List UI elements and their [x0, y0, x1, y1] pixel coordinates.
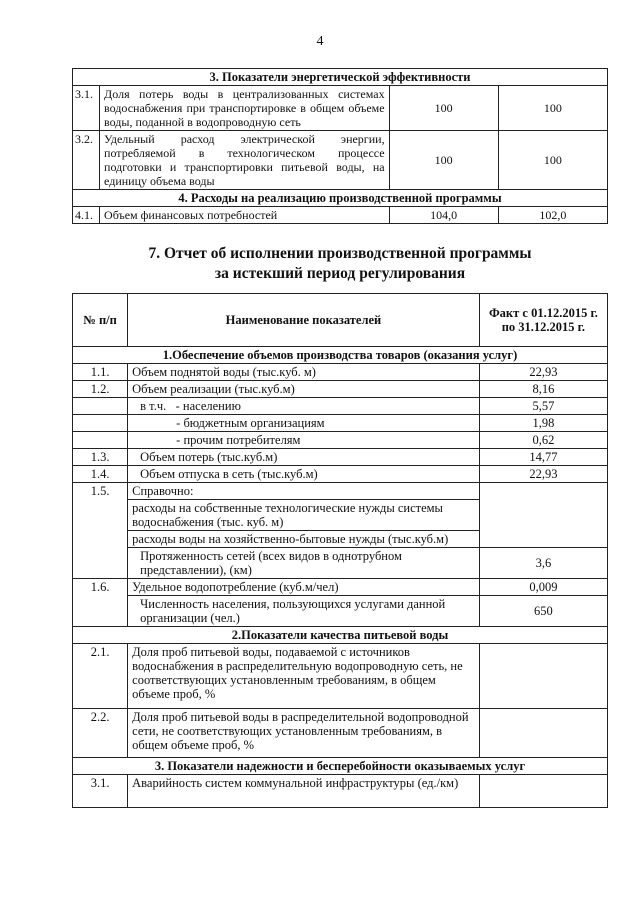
table-row [73, 131, 608, 190]
table-row [73, 190, 608, 207]
row-value-2: 100 [498, 86, 607, 131]
table-row [73, 415, 608, 432]
table-row [73, 347, 608, 364]
row-name: расходы воды на хозяйственно-бытовые нужды (тыс.куб.м) [128, 531, 480, 548]
row-name: Объем отпуска в сеть (тыс.куб.м) [128, 466, 480, 483]
row-name: Протяженность сетей (всех видов в однотрубном представлении), (км) [128, 548, 480, 579]
row-value [479, 775, 607, 808]
row-name: Аварийность систем коммунальной инфраструктуры (ед./км) [128, 775, 480, 808]
row-value [479, 483, 607, 548]
row-name: расходы на собственные технологические нужды системы водоснабжения (тыс. куб. м) [128, 500, 480, 531]
row-subname: - населению [175, 399, 241, 413]
row-value: 8,16 [479, 381, 607, 398]
row-name: Удельное водопотребление (куб.м/чел) [128, 579, 480, 596]
table-row [73, 644, 608, 709]
table-row [73, 381, 608, 398]
table-header-row [73, 294, 608, 347]
row-value-2: 102,0 [498, 207, 607, 224]
table-row [73, 483, 608, 500]
table-row [73, 758, 608, 775]
row-name: Численность населения, пользующихся услугами данной организации (чел.) [128, 596, 480, 627]
table-row [73, 432, 608, 449]
row-name: Доля проб питьевой воды, подаваемой с источников водоснабжения в распределительную водопроводную сеть, не соответствующих установленным требованиям, в общем объеме проб, % [128, 644, 480, 709]
section-3-heading: 3. Показатели энергетической эффективности [73, 69, 608, 86]
row-value-1: 104,0 [389, 207, 498, 224]
row-value [479, 644, 607, 709]
row-name: Доля проб питьевой воды в распределительной водопроводной сети, не соответствующих установленным требованиям, в общем объеме проб, % [128, 709, 480, 758]
table-row [73, 596, 608, 627]
row-value-1: 100 [389, 86, 498, 131]
row-name: Объем потерь (тыс.куб.м) [128, 449, 480, 466]
row-value: 0,009 [479, 579, 607, 596]
row-number: 3.1. [73, 86, 100, 131]
table-row [73, 627, 608, 644]
row-name: Справочно: [128, 483, 480, 500]
section-4-heading: 4. Расходы на реализацию производственной программы [73, 190, 608, 207]
row-prefix: в т.ч. [140, 399, 167, 413]
header-name: Наименование показателей [128, 294, 480, 347]
row-text: Объем финансовых потребностей [100, 207, 390, 224]
row-number: 1.3. [73, 449, 128, 466]
table-row [73, 364, 608, 381]
row-value: 3,6 [479, 548, 607, 579]
row-value: 14,77 [479, 449, 607, 466]
report-table [72, 293, 608, 808]
table-row [73, 709, 608, 758]
table-row [73, 449, 608, 466]
table-row [73, 579, 608, 596]
row-number: 4.1. [73, 207, 100, 224]
header-num: № п/п [73, 294, 128, 347]
report-title [70, 244, 610, 284]
section-3-heading: 3. Показатели надежности и бесперебойности оказываемых услуг [73, 758, 608, 775]
row-number: 2.2. [73, 709, 128, 758]
table-row [73, 548, 608, 579]
row-number: 3.2. [73, 131, 100, 190]
row-value-1: 100 [389, 131, 498, 190]
report-title-line-1: 7. Отчет об исполнении производственной программы [148, 245, 532, 262]
row-value: 0,62 [479, 432, 607, 449]
section-2-heading: 2.Показатели качества питьевой воды [73, 627, 608, 644]
row-text: Удельный расход электрической энергии, потребляемой в технологическом процессе подготовки и транспортировки питьевой воды, на единицу объема воды [100, 131, 390, 190]
row-number: 1.4. [73, 466, 128, 483]
table-row [73, 466, 608, 483]
row-text: Доля потерь воды в централизованных системах водоснабжения при транспортировке в общем объеме воды, поданной в водопроводную сеть [100, 86, 390, 131]
energy-efficiency-table [72, 68, 608, 224]
table-row [73, 86, 608, 131]
row-value-2: 100 [498, 131, 607, 190]
row-value: 22,93 [479, 364, 607, 381]
row-number: 1.1. [73, 364, 128, 381]
row-number: 1.2. [73, 381, 128, 398]
table-row [73, 775, 608, 808]
row-number: 1.5. [73, 483, 128, 579]
row-name: Объем поднятой воды (тыс.куб. м) [128, 364, 480, 381]
row-name: Объем реализации (тыс.куб.м) [128, 381, 480, 398]
row-number: 3.1. [73, 775, 128, 808]
table-row [73, 207, 608, 224]
row-value: 22,93 [479, 466, 607, 483]
header-fact: Факт с 01.12.2015 г. по 31.12.2015 г. [479, 294, 607, 347]
row-value: 1,98 [479, 415, 607, 432]
row-number: 1.6. [73, 579, 128, 627]
row-name: - прочим потребителям [128, 432, 480, 449]
row-number: 2.1. [73, 644, 128, 709]
page-number: 4 [316, 34, 324, 49]
row-name [128, 398, 480, 415]
report-title-line-2: за истекший период регулирования [214, 265, 466, 282]
table-row [73, 69, 608, 86]
row-name: - бюджетным организациям [128, 415, 480, 432]
row-value [479, 709, 607, 758]
row-value: 650 [479, 596, 607, 627]
row-value: 5,57 [479, 398, 607, 415]
section-1-heading: 1.Обеспечение объемов производства товаров (оказания услуг) [73, 347, 608, 364]
table-row [73, 398, 608, 415]
